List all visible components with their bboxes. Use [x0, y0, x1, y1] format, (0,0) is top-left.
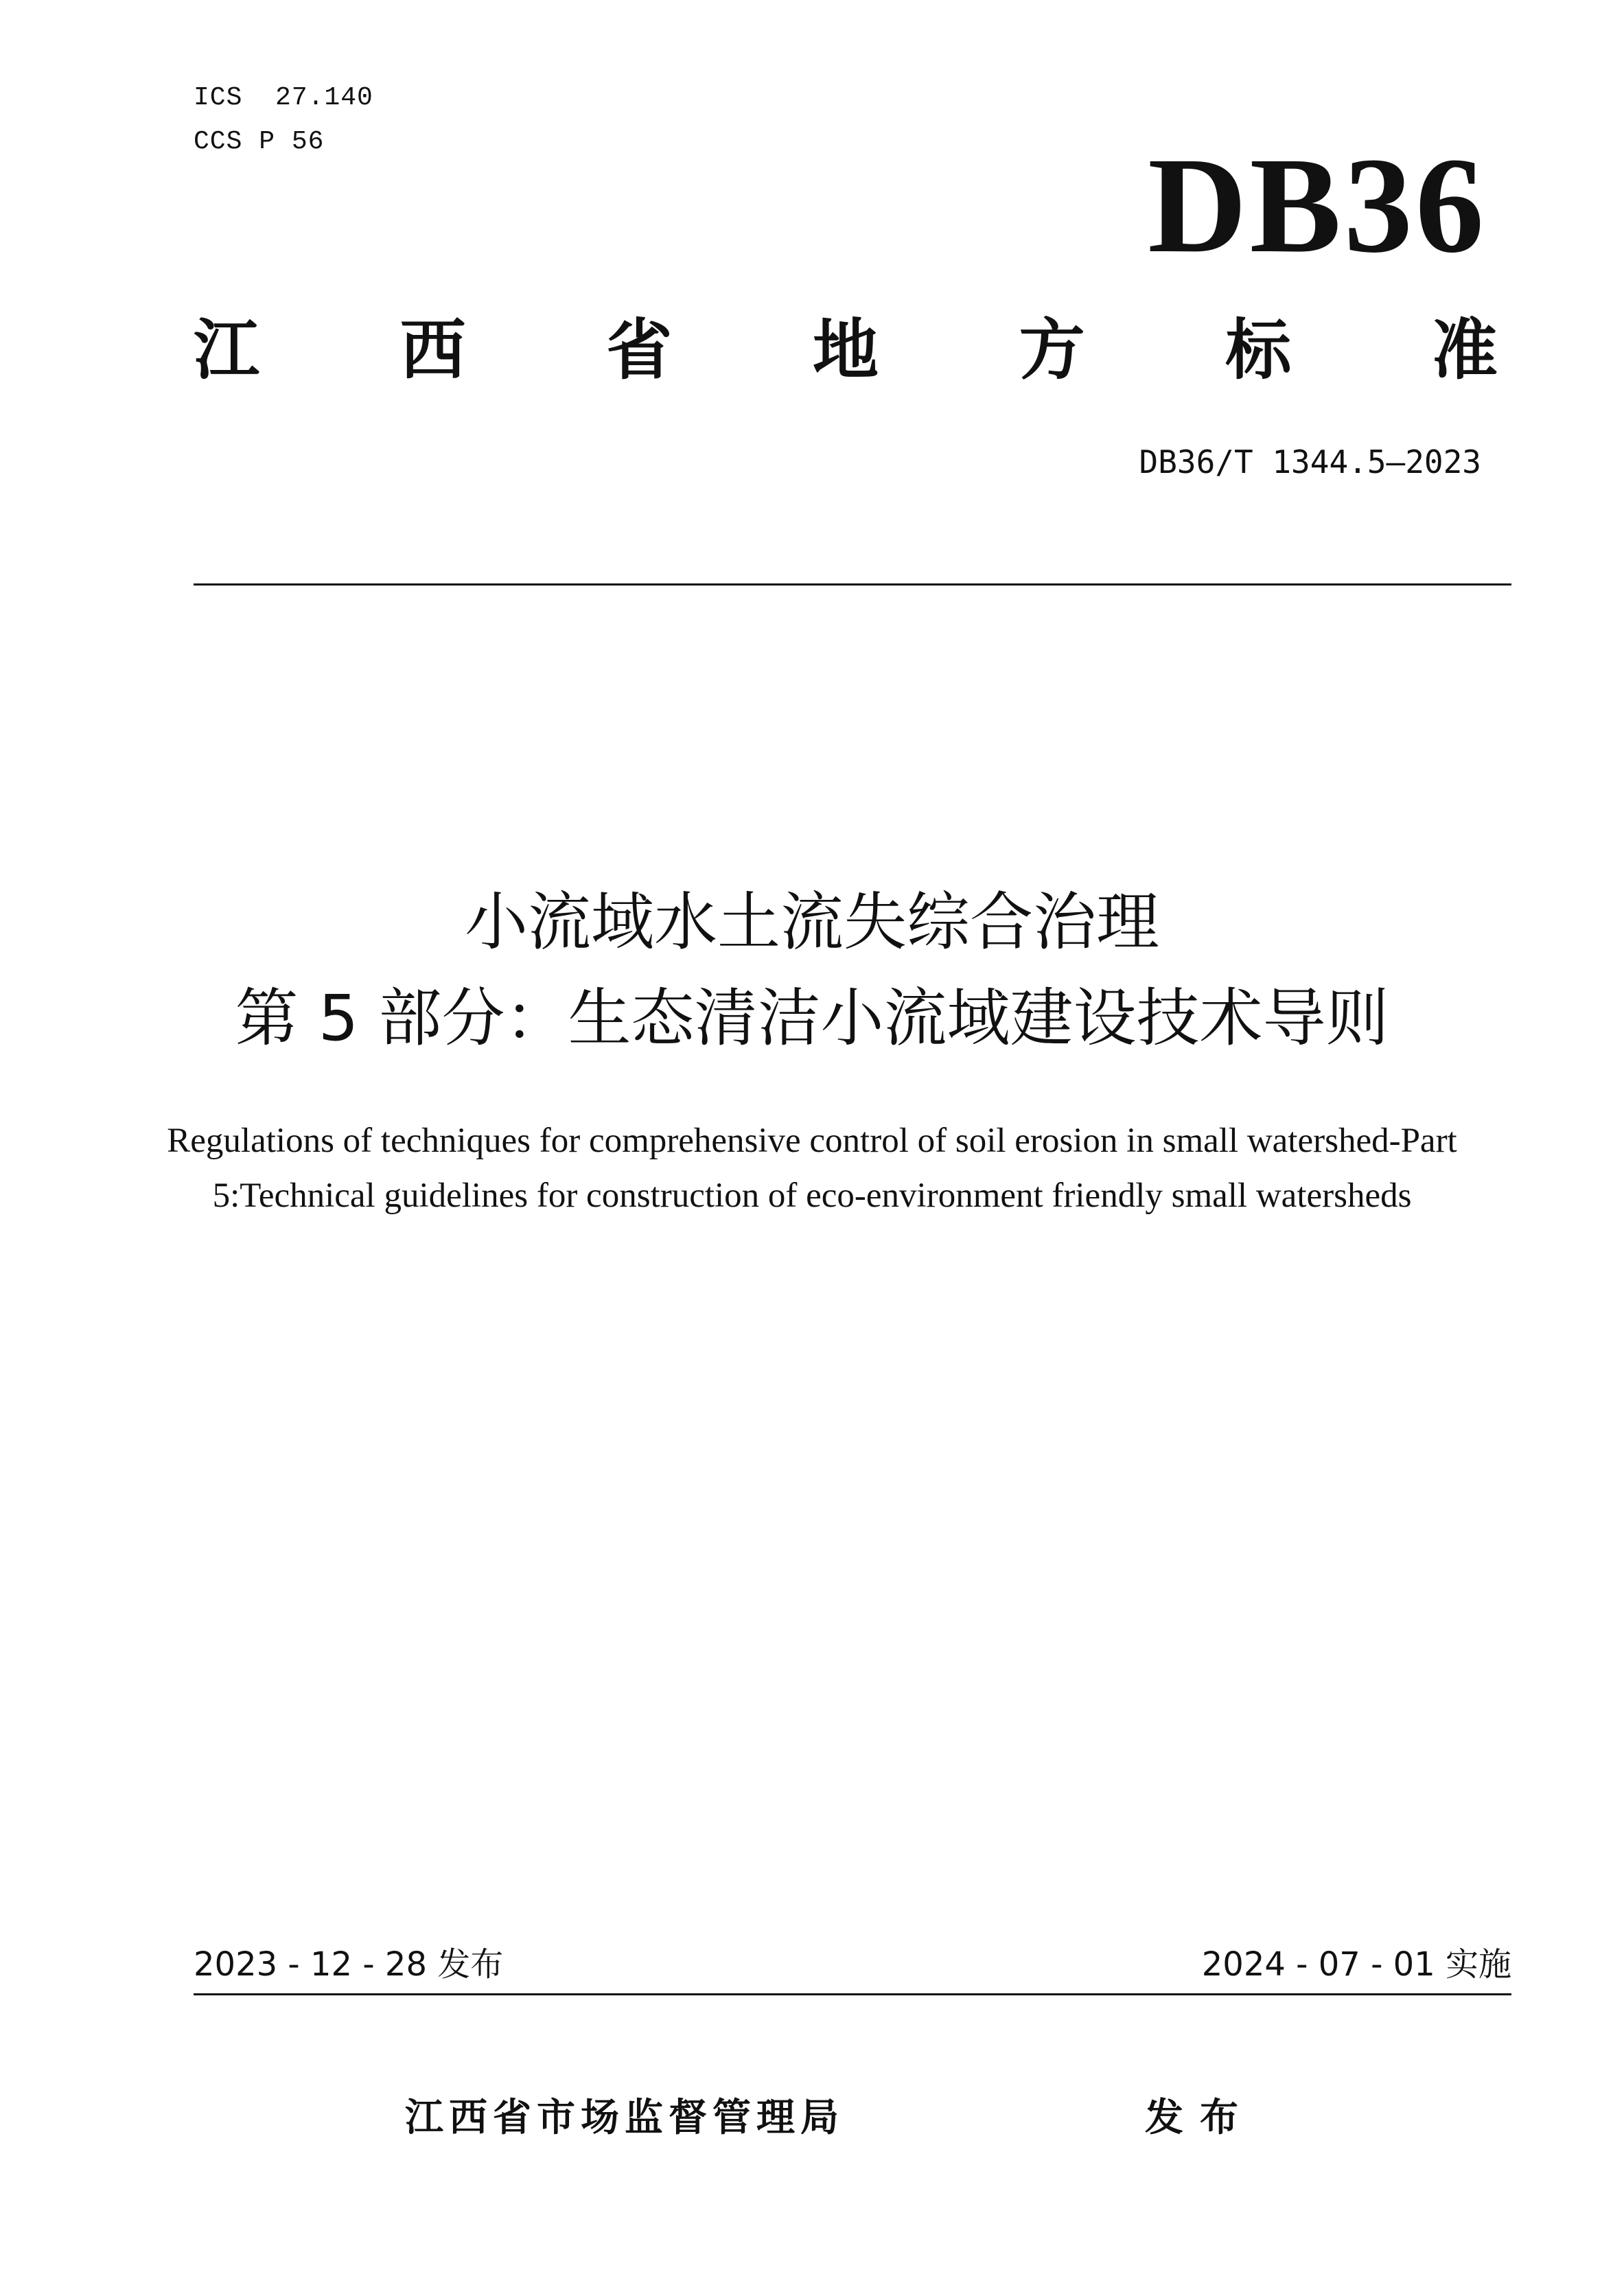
standard-type-char: 方: [1019, 312, 1085, 389]
header-divider: [194, 583, 1511, 585]
standard-type: [194, 312, 1498, 389]
standard-type-char: 江: [194, 312, 259, 389]
publish-label: 发布: [1145, 2096, 1255, 2140]
implementation-date: 2024 - 07 - 01 实施: [1201, 1945, 1511, 1984]
issuing-authority: 江西省市场监督管理局: [405, 2096, 844, 2140]
standard-type-char: 地: [812, 312, 879, 389]
english-title: Regulations of techniques for comprehensive control of soil erosion in small watershed-Part 5:Technical guidelines for construction of eco-environment friendly small watersheds: [167, 1122, 1457, 1215]
ccs-code: CCS P 56: [194, 127, 325, 156]
chinese-title-line-2: 第 5 部分：生态清洁小流域建设技术导则: [235, 982, 1389, 1055]
chinese-title-line-1: 小流域水土流失综合治理: [464, 885, 1159, 959]
ics-code: ICS 27.140: [194, 83, 373, 113]
standard-number: DB36/T 1344.5—2023: [1139, 443, 1481, 480]
issue-date: 2023 - 12 - 28 发布: [194, 1945, 504, 1984]
footer-divider: [194, 1993, 1511, 1995]
standard-logo: DB36: [1148, 130, 1487, 281]
standard-type-char: 标: [1225, 312, 1292, 389]
standard-type-char: 西: [399, 312, 466, 389]
standard-type-char: 准: [1431, 312, 1498, 389]
standard-type-char: 省: [606, 312, 673, 389]
